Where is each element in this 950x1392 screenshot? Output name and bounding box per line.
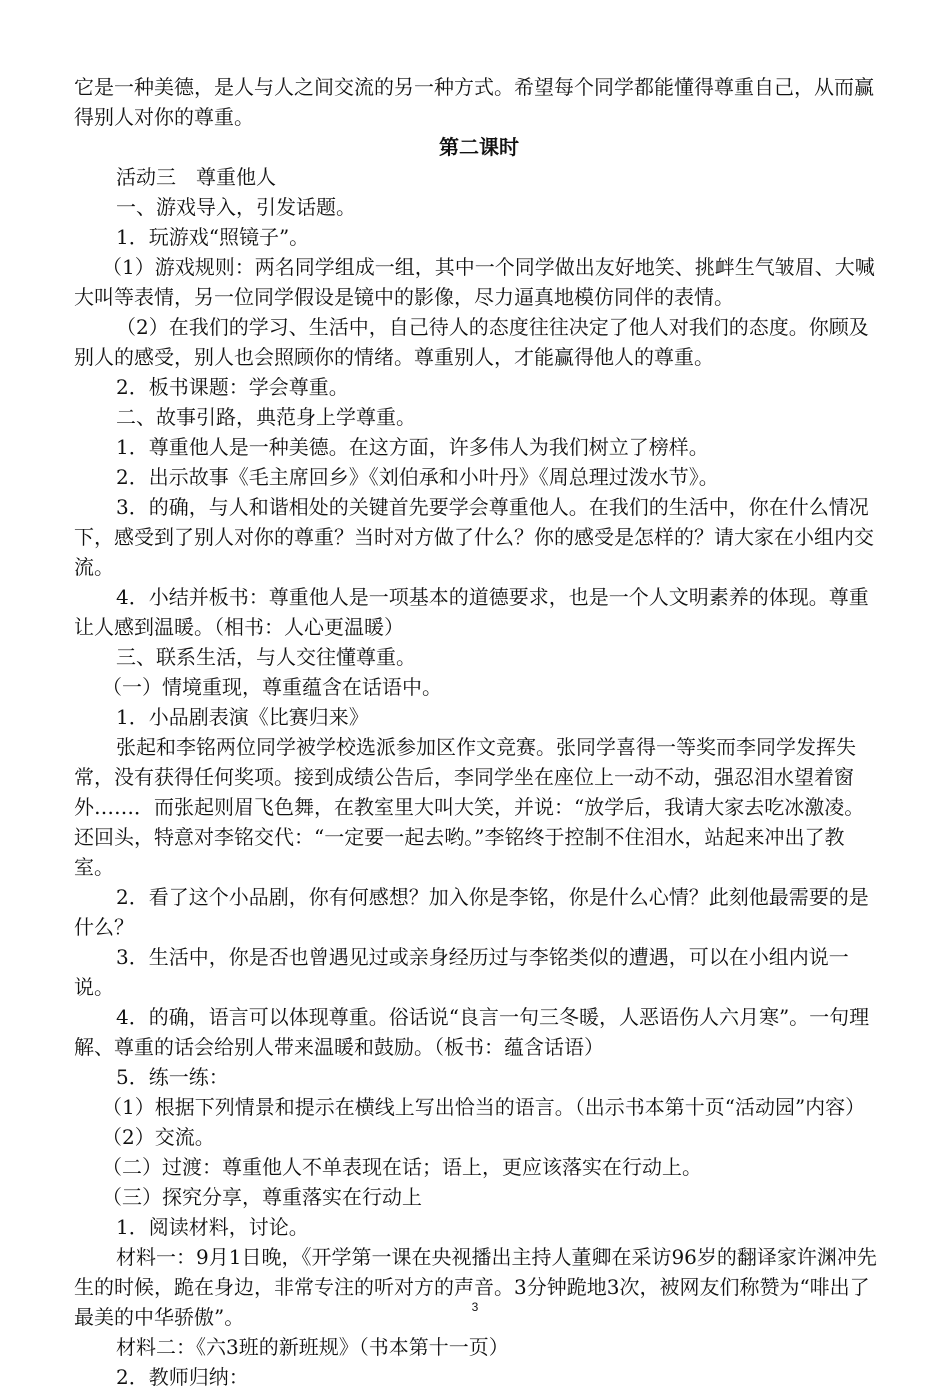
paragraph: 材料一：9月1日晚，《开学第一课在央视播出主持人董卿在采访96岁的翻译家许渊冲先生的时候，跪在身边，非常专注的听对方的声音。3分钟跪地3次，被网友们称赞为“啡出了最美的中华骄傲”。	[74, 1245, 877, 1329]
page-number: 3	[471, 1300, 479, 1314]
paragraph: （一）情境重现，尊重蕴含在话语中。	[102, 675, 442, 699]
paragraph: （1）根据下列情景和提示在横线上写出恰当的语言。（出示书本第十页“活动园”内容）	[102, 1095, 866, 1119]
paragraph: 2．看了这个小品剧，你有何感想？加入你是李铭，你是什么心情？此刻他最需要的是什么？	[74, 885, 869, 939]
paragraph: （1）游戏规则：两名同学组成一组，其中一个同学做出友好地笑、挑衅生气皱眉、大喊大叫等表情，另一位同学假设是镜中的影像，尽力逼真地模仿同伴的表情。	[74, 255, 875, 309]
paragraph: （三）探究分享，尊重落实在行动上	[102, 1185, 422, 1209]
paragraph: 1．小品剧表演《比赛归来》	[116, 705, 369, 729]
paragraph: 5．练一练：	[116, 1065, 229, 1089]
paragraph: 1．尊重他人是一种美德。在这方面，许多伟人为我们树立了榜样。	[116, 435, 709, 459]
activity-title: 活动三 尊重他人	[116, 165, 276, 189]
paragraph: 3．的确，与人和谐相处的关键首先要学会尊重他人。在我们的生活中，你在什么情况下，感受到了别人对你的尊重？当时对方做了什么？你的感受是怎样的？请大家在小组内交流。	[74, 495, 874, 579]
paragraph: 二、故事引路，典范身上学尊重。	[116, 405, 416, 429]
paragraph: 张起和李铭两位同学被学校选派参加区作文竞赛。张同学喜得一等奖而李同学发挥失常，没有获得任何奖项。接到成绩公告后，李同学坐在座位上一动不动，强忍泪水望着窗外……．而张起则眉飞色舞，在教室里大叫大笑，并说：“放学后，我请大家去吃冰激凌。还回头，特意对李铭交代：“一定要一起去哟。”李铭终于控制不住泪水，站起来冲出了教室。	[74, 735, 865, 879]
paragraph: 3．生活中，你是否也曾遇见过或亲身经历过与李铭类似的遭遇，可以在小组内说一说。	[74, 945, 849, 999]
paragraph: 1．玩游戏“照镜子”。	[116, 225, 310, 249]
paragraph: 材料二：《六3班的新班规》（书本第十一页）	[116, 1335, 509, 1359]
paragraph: （2）在我们的学习、生活中，自己待人的态度往往决定了他人对我们的态度。你顾及别人的感受，别人也会照顾你的情绪。尊重别人，才能赢得他人的尊重。	[74, 315, 869, 369]
paragraph: 4．的确，语言可以体现尊重。俗话说“良言一句三冬暖，人恶语伤人六月寒”。一句理解、尊重的话会给别人带来温暖和鼓励。（板书：蕴含话语）	[74, 1005, 870, 1059]
section-heading: 第二课时	[439, 135, 519, 159]
paragraph: （2）交流。	[102, 1125, 215, 1149]
paragraph: 2．板书课题：学会尊重。	[116, 375, 349, 399]
paragraph: 三、联系生活，与人交往懂尊重。	[116, 645, 416, 669]
paragraph: 1．阅读材料，讨论。	[116, 1215, 309, 1239]
paragraph: 一、游戏导入，引发话题。	[116, 195, 356, 219]
paragraph: 2．出示故事《毛主席回乡》《刘伯承和小叶丹》《周总理过泼水节》。	[116, 465, 719, 489]
paragraph: （二）过渡：尊重他人不单表现在话；语上，更应该落实在行动上。	[102, 1155, 702, 1179]
paragraph-continuation: 它是一种美德，是人与人之间交流的另一种方式。希望每个同学都能懂得尊重自己，从而赢得别人对你的尊重。	[74, 75, 874, 129]
document-body	[74, 72, 884, 1392]
paragraph: 4．小结并板书：尊重他人是一项基本的道德要求，也是一个人文明素养的体现。尊重让人感到温暖。（相书：人心更温暖）	[74, 585, 869, 639]
paragraph: 2．教师归纳：	[116, 1365, 249, 1389]
